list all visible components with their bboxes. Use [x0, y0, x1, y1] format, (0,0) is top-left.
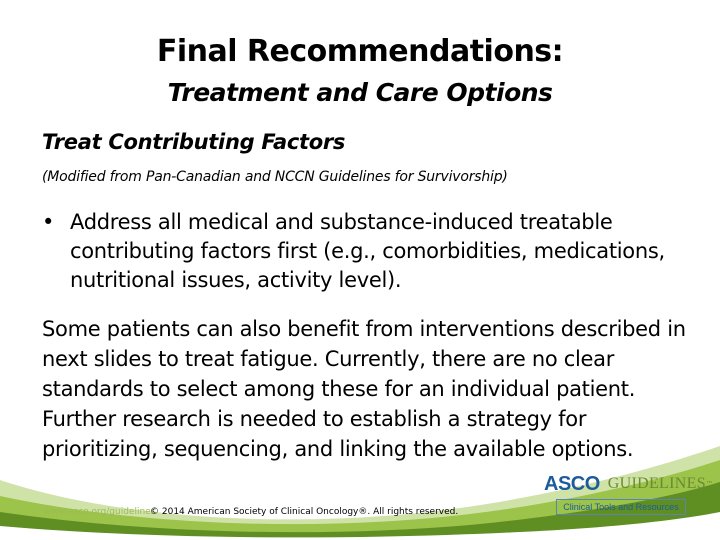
footer-url[interactable]: www.asco.org/guidelines: [44, 507, 156, 517]
logo-tagline: Clinical Tools and Resources: [556, 499, 686, 515]
bullet-marker: •: [42, 210, 55, 234]
logo-wordmark: [544, 472, 713, 496]
body-paragraph: Some patients can also benefit from interventions described in next slides to treat fatigue. Currently, there are no clear standards to select among these for an individual patient. Further research is needed to establish a strategy for prioritizing, sequencing, and linking the available options.: [42, 317, 686, 461]
bullet-text: Address all medical and substance-induced treatable contributing factors first (e.g., comorbidities, medications, nutritional issues, activity level).: [70, 210, 665, 292]
logo-brand: ASCO: [544, 472, 600, 495]
slide-subtitle: Treatment and Care Options: [167, 78, 553, 107]
asco-guidelines-logo: [544, 472, 713, 520]
slide-title: Final Recommendations:: [156, 34, 564, 69]
logo-product: GUIDELINES: [607, 475, 706, 492]
footer-copyright: © 2014 American Society of Clinical Oncology®. All rights reserved.: [150, 507, 459, 517]
section-heading: Treat Contributing Factors: [42, 130, 346, 154]
bullet-item: [42, 208, 702, 295]
source-note: (Modified from Pan-Canadian and NCCN Guidelines for Survivorship): [42, 169, 508, 185]
logo-trademark: ™: [705, 480, 713, 488]
bullet-list: [42, 208, 702, 295]
